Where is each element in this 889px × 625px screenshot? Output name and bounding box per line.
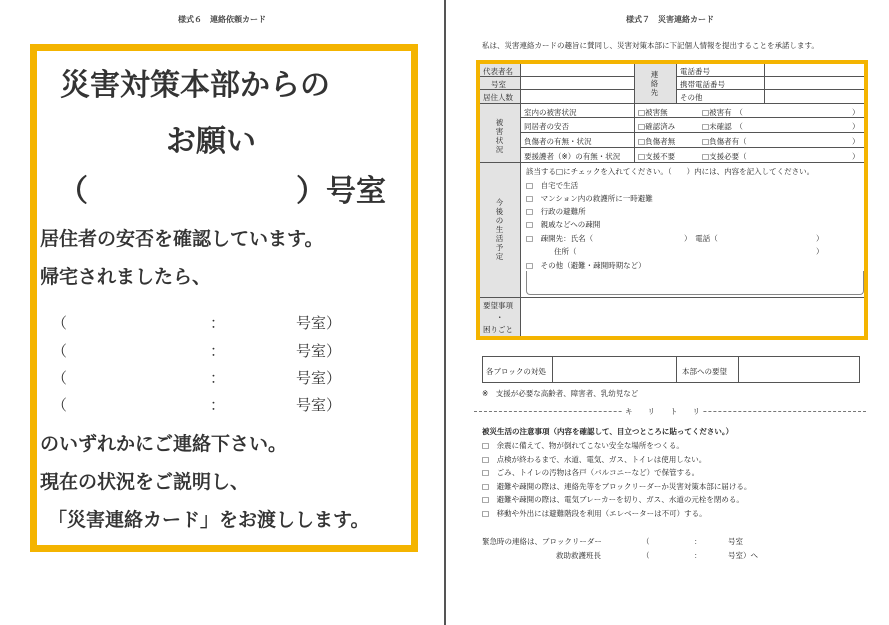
request-title-line1: 災害対策本部からの bbox=[60, 68, 330, 103]
damage-option-none[interactable]: □被害無 bbox=[638, 108, 668, 117]
emergency-rescue-leader: 救助救護班長 bbox=[556, 551, 601, 560]
contact-row-close: 号室） bbox=[296, 396, 342, 414]
damage-option-none[interactable]: □確認済み bbox=[638, 122, 676, 131]
label-residents: 居住人数 bbox=[483, 93, 513, 102]
future-option[interactable]: □ 行政の避難所 bbox=[526, 207, 586, 216]
message-when-home: 帰宅されましたら、 bbox=[40, 266, 212, 288]
message-safety-check: 居住者の安否を確認しています。 bbox=[40, 228, 324, 250]
precaution-item[interactable]: □ ごみ、トイレの汚物は各戸（バルコニーなど）で保管する。 bbox=[482, 468, 700, 477]
emergency-open: （ bbox=[642, 537, 650, 546]
left-page-caption: 様式６ 連絡依頼カード bbox=[178, 15, 266, 24]
contact-row-sep: ： bbox=[210, 314, 226, 332]
support-note: ※ 支援が必要な高齢者、障害者、乳幼児など bbox=[482, 389, 639, 398]
cut-line-label: キ リ ト リ bbox=[622, 406, 703, 417]
emergency-sep: ： bbox=[694, 537, 702, 546]
damage-row-label: 負傷者の有無・状況 bbox=[524, 137, 592, 146]
evacuation-phone-close: ） bbox=[816, 234, 824, 243]
emergency-room: 号室 bbox=[728, 537, 743, 546]
consent-statement: 私は、災害連絡カードの趣旨に賛同し、災害対策本部に下記個人情報を提出することを承諾します。 bbox=[482, 41, 819, 50]
contact-row-open: （ bbox=[52, 369, 68, 387]
damage-option-yes[interactable]: □支援必要（ bbox=[702, 152, 747, 161]
future-option[interactable]: □ 親戚などへの疎開 bbox=[526, 220, 601, 229]
message-hand-card: 「災害連絡カード」をお渡しします。 bbox=[48, 509, 370, 531]
future-option[interactable]: □ その他（避難・疎開時期など） bbox=[526, 261, 646, 270]
emergency-sep: ： bbox=[694, 551, 702, 560]
label-hq-request: 本部への要望 bbox=[682, 367, 727, 376]
card-highlight-frame bbox=[476, 60, 868, 340]
contact-row-open: （ bbox=[52, 342, 68, 360]
damage-option-none[interactable]: □支援不要 bbox=[638, 152, 676, 161]
future-option[interactable]: □ マンション内の救護所に一時避難 bbox=[526, 194, 653, 203]
label-troubles: 困りごと bbox=[483, 325, 513, 334]
precaution-item[interactable]: □ 避難や疎開の際は、電気ブレーカーを切り、ガス、水道の元栓を閉める。 bbox=[482, 495, 744, 504]
label-phone: 電話番号 bbox=[680, 67, 710, 76]
evacuation-phone-label: ） 電話（ bbox=[684, 234, 718, 243]
left-page-contact-request-card bbox=[0, 0, 444, 625]
label-representative: 代表者名 bbox=[483, 67, 513, 76]
message-explain: 現在の状況をご説明し、 bbox=[40, 471, 250, 493]
room-open-paren: （ bbox=[58, 174, 88, 209]
evacuation-address-label: 住所（ bbox=[554, 247, 577, 256]
precautions-title: 被災生活の注意事項（内容を確認して、目立つところに貼ってください。） bbox=[482, 427, 734, 436]
damage-option-yes[interactable]: □未確認 （ bbox=[702, 122, 743, 131]
label-block-response: 各ブロックの対処 bbox=[486, 367, 546, 376]
damage-row-label: 要援護者（※）の有無・状況 bbox=[524, 152, 621, 161]
damage-option-none[interactable]: □負傷者無 bbox=[638, 137, 676, 146]
damage-row-label: 室内の被害状況 bbox=[524, 108, 577, 117]
label-room: 号室 bbox=[491, 80, 506, 89]
damage-row-end: ） bbox=[852, 152, 860, 161]
emergency-block-leader: 緊急時の連絡は、ブロックリーダー bbox=[482, 537, 602, 546]
grid-line bbox=[552, 356, 553, 383]
label-damage-status: 被害状況 bbox=[495, 118, 504, 154]
future-option[interactable]: □ 疎開先：氏名（ bbox=[526, 234, 594, 243]
damage-option-yes[interactable]: □被害有 （ bbox=[702, 108, 743, 117]
emergency-open: （ bbox=[642, 551, 650, 560]
damage-row-end: ） bbox=[852, 137, 860, 146]
contact-row-sep: ： bbox=[210, 369, 226, 387]
contact-row-sep: ： bbox=[210, 342, 226, 360]
emergency-room-to: 号室）へ bbox=[728, 551, 758, 560]
precaution-item[interactable]: □ 余震に備えて、物が倒れてこない安全な場所をつくる。 bbox=[482, 441, 684, 450]
future-option[interactable]: □ 自宅で生活 bbox=[526, 181, 579, 190]
contact-row-close: 号室） bbox=[296, 314, 342, 332]
contact-row-close: 号室） bbox=[296, 342, 342, 360]
label-contact: 連絡先 bbox=[650, 70, 659, 97]
damage-row-end: ） bbox=[852, 108, 860, 117]
damage-row-end: ） bbox=[852, 122, 860, 131]
damage-option-yes[interactable]: □負傷者有（ bbox=[702, 137, 747, 146]
grid-line bbox=[676, 356, 677, 383]
contact-row-open: （ bbox=[52, 314, 68, 332]
message-contact-either: のいずれかにご連絡下さい。 bbox=[40, 433, 288, 455]
contact-row-open: （ bbox=[52, 396, 68, 414]
label-other: その他 bbox=[680, 93, 703, 102]
contact-row-sep: ： bbox=[210, 396, 226, 414]
precaution-item[interactable]: □ 移動や外出には避難階段を利用（エレベーターは不可）する。 bbox=[482, 509, 707, 518]
evacuation-address-close: ） bbox=[816, 247, 824, 256]
room-suffix: ）号室 bbox=[296, 174, 386, 209]
label-requests-dot: ・ bbox=[496, 313, 504, 322]
contact-row-close: 号室） bbox=[296, 369, 342, 387]
damage-row-label: 同居者の安否 bbox=[524, 122, 569, 131]
request-title-line2: お願い bbox=[166, 124, 256, 159]
precaution-item[interactable]: □ 点検が終わるまで、水道、電気、ガス、トイレは使用しない。 bbox=[482, 455, 707, 464]
label-mobile: 携帯電話番号 bbox=[680, 80, 725, 89]
grid-line bbox=[738, 356, 739, 383]
right-page-caption: 様式７ 災害連絡カード bbox=[626, 15, 714, 24]
label-future-plan: 今後の生活予定 bbox=[495, 198, 504, 261]
future-instructions: 該当する□にチェックを入れてください。（ ）内には、内容を記入してください。 bbox=[526, 167, 815, 176]
label-requests: 要望事項 bbox=[483, 301, 513, 310]
right-page-disaster-card bbox=[446, 0, 889, 625]
precaution-item[interactable]: □ 避難や疎開の際は、連絡先等をブロックリーダーか災害対策本部に届ける。 bbox=[482, 482, 752, 491]
